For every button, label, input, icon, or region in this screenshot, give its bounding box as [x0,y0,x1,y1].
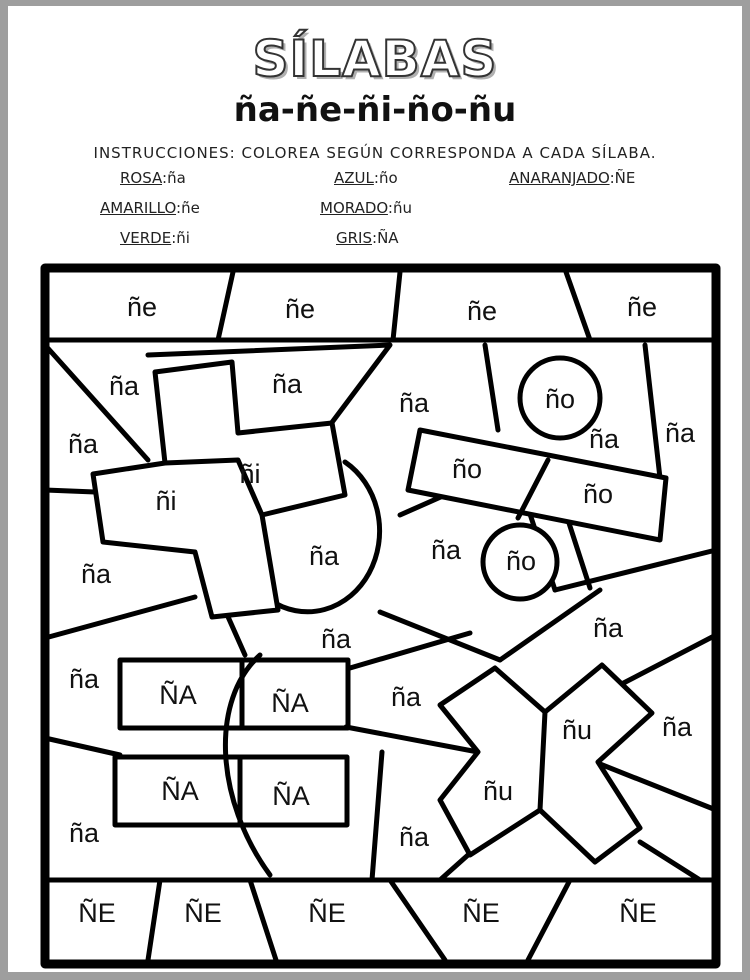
key-syllable: ña [167,169,186,187]
key-syllable: ÑA [377,229,399,247]
region-label: ña [398,822,430,852]
divider-line [218,272,233,340]
region-line [645,345,660,478]
region-label: ñe [126,292,158,322]
region-line [640,842,700,880]
key-color-name: ANARANJADO [509,169,610,187]
region-label: ña [67,429,99,459]
key-morado: MORADO:ñu [320,199,412,217]
region-label: ña [661,712,693,742]
region-label: ño [505,546,537,576]
divider-line [528,880,570,960]
region-label: ña [308,541,340,571]
region-label: ña [108,371,140,401]
key-amarillo: AMARILLO:ñe [100,199,200,217]
key-gris: GRIS:ÑA [336,229,399,247]
key-anaranjado: ANARANJADO:ÑE [509,169,636,187]
key-color-name: AZUL [334,169,374,187]
region-label: ÑE [308,898,346,928]
region-label: ÑE [78,898,116,928]
key-syllable: ñe [181,199,200,217]
region-label: ño [451,454,483,484]
arc-shape [225,655,270,875]
region-label: ÑE [184,898,222,928]
instructions: INSTRUCCIONES: COLOREA SEGÚN CORRESPONDA A CADA SÍLABA. [93,144,657,162]
region-line [45,597,195,638]
region-label: ña [592,613,624,643]
region-line [568,520,590,588]
key-syllable: ño [378,169,398,187]
region-line [485,345,498,430]
region-label: ÑE [619,898,657,928]
region-label: ñi [155,486,177,516]
region-label: ñi [239,459,261,489]
region-line [45,738,120,755]
region-label: ñu [561,715,593,745]
key-color-name: ROSA [120,169,163,187]
region-line [372,752,382,880]
key-syllable: ñi [176,229,190,247]
x-shape [440,665,652,862]
key-color-name: GRIS [336,229,372,247]
key-color-name: AMARILLO [100,199,177,217]
region-label: ÑA [159,680,197,710]
region-label: ña [271,369,303,399]
region-label: ñe [466,296,498,326]
region-label: ño [544,384,576,414]
region-label: ñe [284,294,316,324]
region-label: ña [664,418,696,448]
region-line [45,490,95,492]
region-label: ña [430,535,462,565]
page-subtitle: ña-ñe-ñi-ño-ñu [233,90,517,130]
region-label: ña [390,682,422,712]
region-label: ña [398,388,430,418]
region-label: ÑA [271,688,309,718]
key-color-name: MORADO [320,199,388,217]
region-label: ñe [626,292,658,322]
region-label: ña [68,664,100,694]
key-verde: VERDE:ñi [120,229,190,247]
region-line [350,633,470,668]
key-color-name: VERDE [120,229,172,247]
key-azul: AZUL:ño [334,169,398,187]
divider-line [250,880,276,960]
region-label: ño [582,479,614,509]
divider-line [566,272,590,340]
region-label: ña [80,559,112,589]
page-title: SÍLABAS [252,30,498,88]
region-label: ÑA [272,781,310,811]
divider-line [393,272,400,340]
region-label: ña [68,818,100,848]
region-label: ñu [482,776,514,806]
divider-line [390,880,445,960]
region-label: ña [320,624,352,654]
region-label: ÑE [462,898,500,928]
region-label: ña [588,424,620,454]
key-syllable: ñu [392,199,412,217]
key-rosa: ROSA:ña [120,169,186,187]
divider-line [148,880,160,960]
region-line [610,635,716,690]
key-syllable: ÑE [614,169,636,187]
region-label: ÑA [161,776,199,806]
region-line [440,855,468,880]
